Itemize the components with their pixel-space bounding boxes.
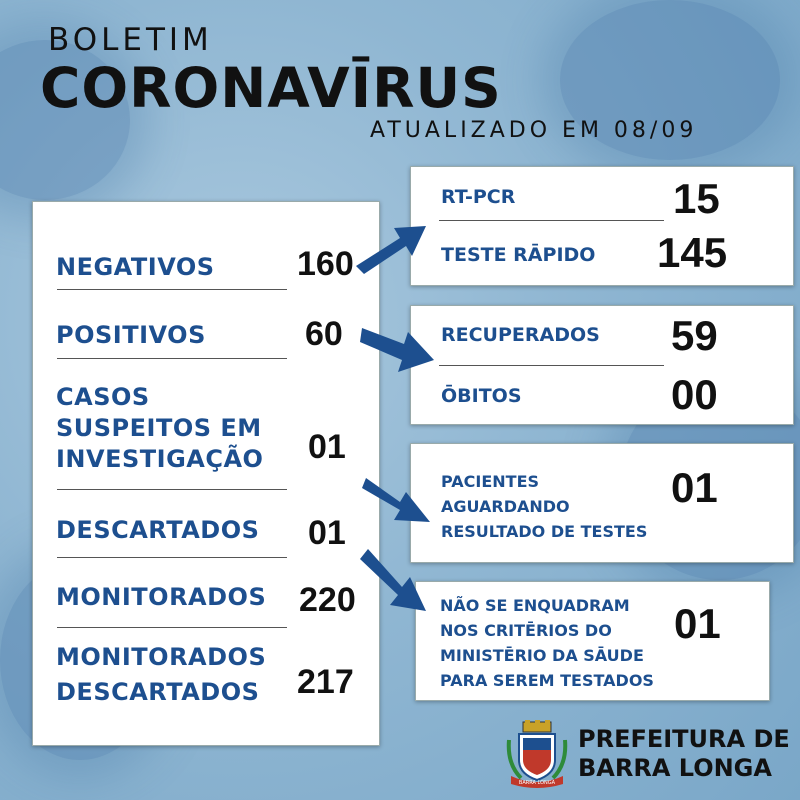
rtpcr-value: 15 [673, 175, 720, 222]
outcomes-box [410, 305, 794, 425]
pending-label-3: RESULTADO DE TESTES [441, 522, 648, 541]
suspeitos-label-2: SUSPEITOS EM [56, 414, 262, 442]
rtpcr-label: RT-PCR [441, 186, 516, 208]
pending-tests-box [410, 443, 794, 563]
positivos-label: POSITIVOS [56, 321, 206, 349]
negativos-label: NEGATIVOS [56, 253, 215, 281]
descartados-label: DESCARTADOS [56, 516, 260, 544]
title-small: BOLETIM [48, 22, 213, 58]
pending-label-1: PACIENTES [441, 472, 540, 491]
tests-box [410, 166, 794, 286]
municipal-coat-of-arms-logo [505, 720, 569, 788]
positivos-value: 60 [305, 315, 343, 353]
criteria-label-1: NÃO SE ENQUADRAM [440, 596, 630, 615]
criteria-label-3: MINISTĒRIO DA SĀUDE [440, 646, 644, 665]
arrow-icon [358, 320, 438, 376]
updated-date: ATUALIZADO EM 08/09 [370, 118, 698, 143]
monitorados-label: MONITORADOS [56, 583, 267, 611]
divider [439, 365, 664, 366]
arrow-icon [360, 545, 432, 615]
suspeitos-label-3: INVESTIGAÇÃO [56, 445, 264, 473]
prefeitura-line-2: BARRA LONGA [578, 754, 772, 782]
criteria-label-2: NOS CRITĒRIOS DO [440, 621, 612, 640]
monitorados-descartados-label-1: MONITORADOS [56, 643, 267, 671]
prefeitura-line-1: PREFEITURA DE [578, 725, 790, 753]
divider [439, 220, 664, 221]
arrow-icon [352, 218, 432, 278]
monitorados-descartados-value: 217 [297, 663, 354, 701]
obitos-label: ŌBITOS [441, 385, 522, 407]
main-stats-panel [32, 201, 380, 746]
monitorados-value: 220 [299, 581, 356, 619]
suspeitos-label-1: CASOS [56, 383, 150, 411]
pending-label-2: AGUARDANDO [441, 497, 570, 516]
recuperados-value: 59 [671, 312, 718, 359]
teste-rapido-label: TESTE RĀPIDO [441, 244, 596, 266]
recuperados-label: RECUPERADOS [441, 324, 600, 346]
criteria-label-4: PARA SEREM TESTADOS [440, 671, 654, 690]
arrow-icon [362, 466, 434, 526]
negativos-value: 160 [297, 245, 354, 283]
divider [57, 289, 287, 290]
criteria-box [415, 581, 770, 701]
divider [57, 557, 287, 558]
divider [57, 489, 287, 490]
suspeitos-value: 01 [308, 428, 346, 466]
title-big: CORONAVĪRUS [40, 56, 502, 120]
descartados-value: 01 [308, 514, 346, 552]
divider [57, 627, 287, 628]
logo-ribbon-text: BARRA LONGA [518, 780, 556, 786]
prefeitura-name [578, 725, 790, 783]
criteria-value: 01 [674, 600, 721, 647]
divider [57, 358, 287, 359]
teste-rapido-value: 145 [657, 229, 728, 276]
monitorados-descartados-label-2: DESCARTADOS [56, 678, 260, 706]
pending-value: 01 [671, 464, 718, 511]
obitos-value: 00 [671, 371, 718, 418]
